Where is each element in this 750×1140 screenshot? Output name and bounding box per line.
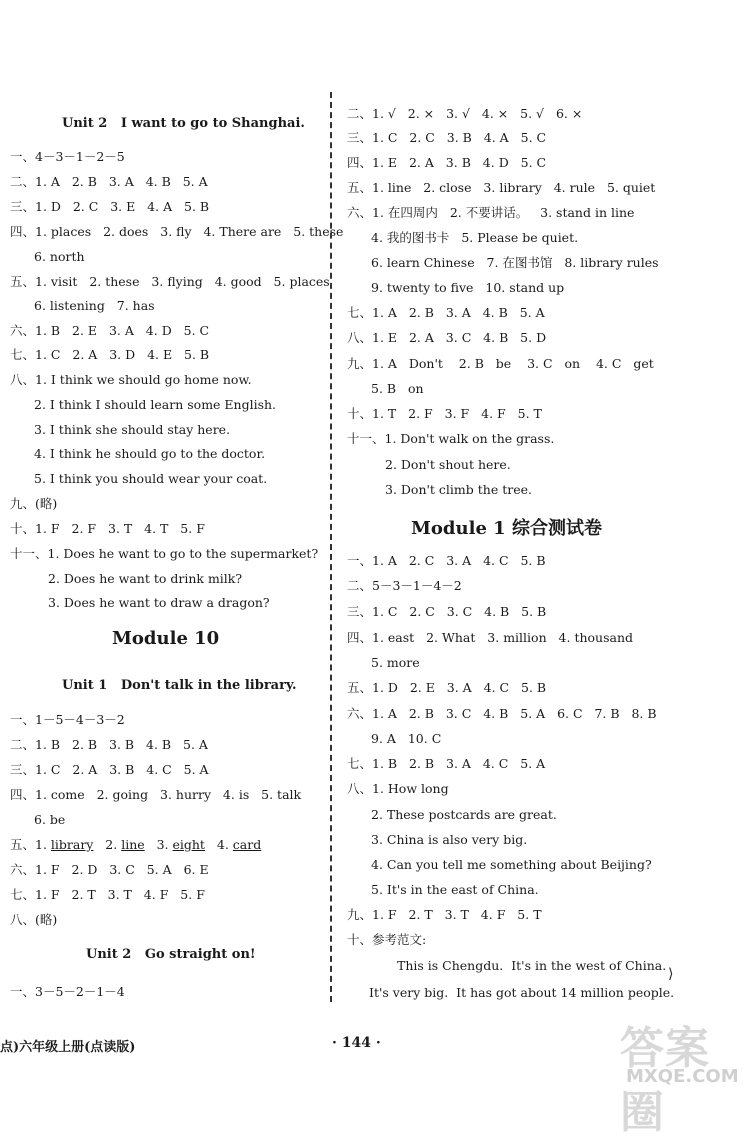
answer-line: 四、1. come 2. going 3. hurry 4. is 5. talk: [10, 787, 302, 802]
answer-line: 5. B on: [371, 381, 424, 396]
answer-line: 七、1. F 2. T 3. T 4. F 5. F: [10, 887, 205, 902]
answer-line: 9. twenty to five 10. stand up: [371, 280, 565, 295]
footer-book-title: 点)六年级上册(点读版): [0, 1040, 136, 1055]
module-1-test-title: Module 1 综合测试卷: [411, 518, 602, 539]
sample-essay-line: This is Chengdu. It's in the west of China.: [397, 958, 667, 973]
unit-1-title: Unit 1 Don't talk in the library.: [62, 678, 297, 693]
row-sep: 4.: [204, 837, 233, 852]
answer-line: 5. I think you should wear your coat.: [34, 471, 268, 486]
underlined-answer: library: [50, 837, 94, 852]
answer-line: 2. These postcards are great.: [371, 807, 557, 822]
answer-line: 七、1. B 2. B 3. A 4. C 5. A: [347, 756, 546, 771]
answer-line: 四、1. E 2. A 3. B 4. D 5. C: [347, 155, 547, 170]
answer-line: 3. I think she should stay here.: [34, 422, 231, 437]
answer-line: 四、1. places 2. does 3. fly 4. There are 5. these: [10, 224, 344, 239]
answer-line: 6. learn Chinese 7. 在图书馆 8. library rules: [371, 255, 659, 270]
answer-line: 九、1. F 2. T 3. T 4. F 5. T: [347, 907, 542, 922]
answer-line: 2. I think I should learn some English.: [34, 397, 277, 412]
answer-line: 六、1. 在四周内 2. 不要讲话。 3. stand in line: [347, 205, 635, 220]
unit-2-title-module-10: Unit 2 Go straight on!: [86, 947, 256, 962]
answer-line: 九、(略): [10, 496, 58, 511]
sample-essay-line: It's very big. It has got about 14 million people.: [369, 985, 675, 1000]
module-10-title: Module 10: [112, 628, 220, 649]
answer-line: 三、1. C 2. C 3. C 4. B 5. B: [347, 604, 547, 619]
answer-line: 八、1. E 2. A 3. C 4. B 5. D: [347, 330, 547, 345]
site-watermark: [620, 1006, 745, 1138]
answer-line: 3. China is also very big.: [371, 832, 528, 847]
watermark-url: MXQE.COM: [626, 1066, 739, 1087]
answer-line: 十、参考范文:: [347, 932, 427, 947]
answer-line: 2. Don't shout here.: [385, 457, 511, 472]
answer-line: 2. Does he want to drink milk?: [48, 571, 243, 586]
answer-line: 十一、1. Don't walk on the grass.: [347, 431, 555, 446]
answer-line: 三、1. C 2. C 3. B 4. A 5. C: [347, 130, 547, 145]
watermark-logo-text: 答案圈: [620, 1023, 710, 1138]
answer-line: 六、1. F 2. D 3. C 5. A 6. E: [10, 862, 209, 877]
answer-line: 十、1. F 2. F 3. T 4. T 5. F: [10, 521, 205, 536]
answer-line: 四、1. east 2. What 3. million 4. thousand: [347, 630, 634, 645]
answer-line: 二、5－3－1－4－2: [347, 578, 462, 593]
underlined-answer: card: [232, 837, 262, 852]
answer-line: 9. A 10. C: [371, 731, 442, 746]
answer-line: 二、1. A 2. B 3. A 4. B 5. A: [10, 174, 208, 189]
answer-line: 5. It's in the east of China.: [371, 882, 539, 897]
answer-line: 七、1. A 2. B 3. A 4. B 5. A: [347, 305, 545, 320]
answer-line: 八、(略): [10, 912, 58, 927]
underlined-answer: line: [121, 837, 145, 852]
answer-line: 十一、1. Does he want to go to the supermarket?: [10, 546, 319, 561]
answer-line: 5. more: [371, 655, 420, 670]
answer-line: 三、1. D 2. C 3. E 4. A 5. B: [10, 199, 210, 214]
row-prefix: 五、1.: [10, 837, 51, 852]
column-divider: [330, 92, 332, 1002]
answer-line: 一、4－3－1－2－5: [10, 149, 125, 164]
answer-line: 一、1. A 2. C 3. A 4. C 5. B: [347, 553, 546, 568]
pen-mark-icon: ⟩: [668, 966, 674, 982]
answer-line: 4. I think he should go to the doctor.: [34, 446, 266, 461]
answer-line: 3. Don't climb the tree.: [385, 482, 532, 497]
unit-2-title: Unit 2 I want to go to Shanghai.: [62, 116, 305, 131]
answer-line: 二、1. B 2. B 3. B 4. B 5. A: [10, 737, 208, 752]
answer-line: 4. Can you tell me something about Beijing?: [371, 857, 652, 872]
answer-line: 十、1. T 2. F 3. F 4. F 5. T: [347, 406, 542, 421]
answer-line: 6. be: [34, 812, 66, 827]
answer-line: 三、1. C 2. A 3. B 4. C 5. A: [10, 762, 209, 777]
answer-line: 九、1. A Don't 2. B be 3. C on 4. C get: [347, 356, 654, 371]
underlined-answer: eight: [172, 837, 205, 852]
answer-line: 五、1. visit 2. these 3. flying 4. good 5. places: [10, 274, 330, 289]
answer-line: 一、3－5－2－1－4: [10, 984, 125, 999]
row-sep: 2.: [93, 837, 122, 852]
answer-line: 一、1－5－4－3－2: [10, 712, 125, 727]
answer-line: 六、1. B 2. E 3. A 4. D 5. C: [10, 323, 210, 338]
answer-line-underlined: [10, 837, 261, 853]
answer-line: 6. north: [34, 249, 85, 264]
answer-line: 五、1. D 2. E 3. A 4. C 5. B: [347, 680, 547, 695]
answer-line: 七、1. C 2. A 3. D 4. E 5. B: [10, 347, 210, 362]
row-sep: 3.: [144, 837, 173, 852]
answer-line: 八、1. How long: [347, 781, 449, 796]
answer-line: 4. 我的图书卡 5. Please be quiet.: [371, 230, 579, 245]
answer-line: 八、1. I think we should go home now.: [10, 372, 252, 387]
answer-line: 五、1. line 2. close 3. library 4. rule 5. quiet: [347, 180, 656, 195]
answer-line: 3. Does he want to draw a dragon?: [48, 595, 270, 610]
answer-line: 六、1. A 2. B 3. C 4. B 5. A 6. C 7. B 8. B: [347, 706, 657, 721]
page-number: · 144 ·: [332, 1035, 381, 1051]
answer-line: 6. listening 7. has: [34, 298, 155, 313]
answer-line: 二、1. √ 2. × 3. √ 4. × 5. √ 6. ×: [347, 106, 583, 121]
